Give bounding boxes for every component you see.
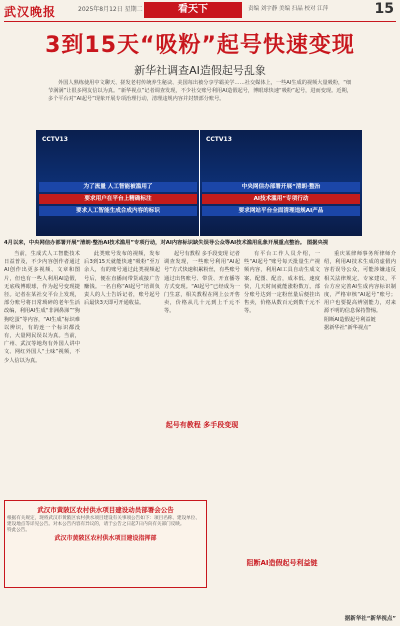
intro-paragraph: 外国人熟练使用中文聊天、搓发老村传统养生秘诀、美国每出被分享学霸美学……社交媒体上，一些AI生成的视频大量吸粉，“细节满满”让很多网友信以为真。“新华视点”记者调查发现，不少社交账号利用AI造假起号，博眼球快速“吸粉”起号，进而变现。近期，多个平台对“AI起号”现象开展专项治理行动，清理违规内容并封禁部分账号。	[48, 80, 352, 102]
main-headline: 3到15天“吸粉”起号快速变现	[45, 33, 355, 58]
masthead-rule	[4, 21, 396, 22]
editors-line: 责编 刘宇静 美编 扫晶 校对 江萍	[248, 6, 329, 12]
page-number: 15	[374, 1, 394, 17]
article-column-5: 重庆某律师事务所律师介绍，利用AI技术生成的虚假内容若误导公众，可能涉嫌违反相关法律规定。专家建议，平台方应完善AI生成内容标识制度，严格审核“AI起号”账号；用户也要提高辨别能力，对来源不明的信息保持警惕。 阻断AI造假起号利益链 据新华社“新华视点”	[324, 251, 396, 331]
photo-caption-right-2: AI技术滥用”专项行动	[202, 194, 360, 204]
subheading-1: 起号有教程 多手段变现	[165, 421, 239, 429]
photo-caption-right-1: 中央网信办部署开展“清朗·整治	[202, 182, 360, 192]
reporter-credit: 据新华社“新华视点”	[344, 616, 396, 622]
cctv-logo: CCTV13	[42, 136, 68, 143]
notice-title: 武汉市黄陂区农村供水项目建设动员部署会公告	[37, 506, 174, 514]
article-column-2: 此类账号发布的视频，发布后3到15天就能快速“吸粉”至万余人，有的账号通过此类视频起号后，便在直播间带货或接广告赚钱。一名自称“AI起号”培训负责人的人士告诉记者，账号起号后最快3天即可开通收益。	[84, 251, 160, 307]
photo-divider	[199, 130, 200, 236]
masthead	[0, 0, 400, 22]
news-photo	[36, 130, 362, 236]
photo-caption-left-1: 为了流量 人工智能被滥用了	[39, 182, 197, 192]
notice-body: 根据有关规定，现将武汉市黄陂区农村供水项目建设有关事项公告如下：项目名称、建设单位、建设地点等详见公告。对本公告内容有异议的，请于公告之日起7日内向有关部门反映。	[7, 516, 200, 527]
photo-caption: 4月以来，中央网信办部署开展“清朗·整治AI技术滥用”专项行动，对AI内容标识缺失误导公众等AI技术滥用乱象开展重点整治。 图据央视	[4, 240, 329, 246]
issue-date: 2025年8月12日 星期二	[78, 6, 143, 13]
article-column-1: 当前，生成式人工智能技术日益普及，不少内容创作者通过AI创作出更多视频、文章和图片，但也有一些人利用AI造假，无底线博眼球，作为起号变现捷径。记者在某社交平台上发现，部分账号将日常琐碎的老年生活改编，利用AI生成“非洲鼻涕”“狗狗吃蛋”等内容，“AI生成”标识难以辨识，有的连一个标识都没有，大量网民误以为真。当前，广州、武汉等地均有外国人讲中文、网红外国人“土味”视频，不少人信以为真。	[4, 251, 80, 364]
subheading-2: 阻断AI造假起号利益链	[246, 559, 318, 567]
notice-signature: 武汉市黄陂区农村供水项目建设指挥部	[54, 535, 157, 543]
article-column-4: 有平台工作人员介绍，一些“AI起号”账号每天批量生产视频内容，利用AI工具自动生成文案、配图、配音，成本低、速度快，几天时间就能涨粉数万。部分账号达到一定粉丝量后便挂出售卖，价格从数百元到数千元不等。	[244, 251, 320, 315]
section-title: 看天下	[144, 2, 242, 18]
public-notice-box	[4, 500, 207, 588]
article-column-3: 起号有教程 多手段变现 记者调查发现，一些账号利用“AI起号”方式快速积累粉丝，有些账号通过出售账号、带货、开直播等方式变现。“AI起号”已经成为一门生意，相关教程在网上公开售卖，价格从几十元到上千元不等。	[164, 251, 240, 315]
sub-headline: 新华社调查AI造假起号乱象	[134, 64, 266, 77]
photo-caption-left-3: 要求人工智能生成合成内容的标识	[39, 206, 197, 216]
notice-closing: 特此公告。	[7, 527, 30, 533]
cctv-logo: CCTV13	[206, 136, 232, 143]
photo-caption-right-3: 要求网站平台全面清理违规AI产品	[202, 206, 360, 216]
newspaper-logo: 武汉晚报	[4, 5, 57, 19]
photo-caption-left-2: 要求用户在平台上精确标注	[39, 194, 197, 204]
